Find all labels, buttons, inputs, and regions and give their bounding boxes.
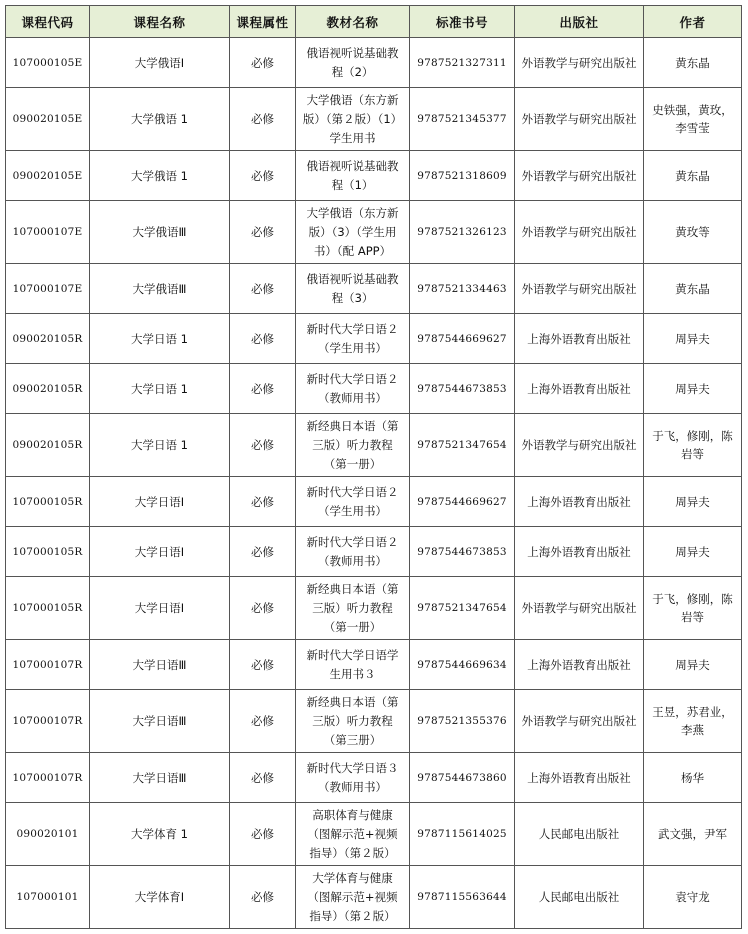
- table-row: [6, 314, 742, 364]
- cell-isbn: 9787521326123: [410, 201, 515, 264]
- cell-isbn: 9787521334463: [410, 264, 515, 314]
- cell-course-attribute: 必修: [230, 264, 296, 314]
- table-body: [6, 38, 742, 929]
- cell-course-code: 090020101: [6, 803, 90, 866]
- cell-course-name: 大学俄语 1: [90, 88, 230, 151]
- cell-isbn: 9787521347654: [410, 414, 515, 477]
- cell-textbook-name: 大学俄语（东方新版）（3）（学生用书）（配 APP）: [296, 201, 410, 264]
- cell-publisher: 外语教学与研究出版社: [515, 690, 644, 753]
- table-row: [6, 690, 742, 753]
- cell-course-attribute: 必修: [230, 88, 296, 151]
- table-row: [6, 414, 742, 477]
- cell-course-name: 大学日语Ⅰ: [90, 527, 230, 577]
- header-row: [6, 6, 742, 38]
- cell-publisher: 上海外语教育出版社: [515, 640, 644, 690]
- cell-isbn: 9787115614025: [410, 803, 515, 866]
- cell-course-name: 大学日语 1: [90, 314, 230, 364]
- cell-course-attribute: 必修: [230, 640, 296, 690]
- table-row: [6, 38, 742, 88]
- cell-author: 史铁强，黄玫，李雪莹: [644, 88, 742, 151]
- cell-textbook-name: 新时代大学日语２（学生用书）: [296, 314, 410, 364]
- cell-course-code: 107000105E: [6, 38, 90, 88]
- cell-author: 黄东晶: [644, 151, 742, 201]
- cell-course-attribute: 必修: [230, 38, 296, 88]
- cell-course-code: 107000105R: [6, 577, 90, 640]
- cell-course-name: 大学俄语Ⅰ: [90, 38, 230, 88]
- header-course-name: 课程名称: [90, 6, 230, 38]
- cell-course-code: 107000107E: [6, 201, 90, 264]
- cell-publisher: 外语教学与研究出版社: [515, 577, 644, 640]
- cell-course-code: 090020105R: [6, 364, 90, 414]
- table-row: [6, 364, 742, 414]
- header-isbn: 标准书号: [410, 6, 515, 38]
- cell-isbn: 9787115563644: [410, 866, 515, 929]
- cell-author: 周异夫: [644, 527, 742, 577]
- cell-publisher: 外语教学与研究出版社: [515, 151, 644, 201]
- cell-isbn: 9787521355376: [410, 690, 515, 753]
- header-textbook-name: 教材名称: [296, 6, 410, 38]
- cell-textbook-name: 新时代大学日语学生用书３: [296, 640, 410, 690]
- textbook-table: [5, 5, 742, 929]
- cell-isbn: 9787521345377: [410, 88, 515, 151]
- cell-course-name: 大学日语Ⅲ: [90, 690, 230, 753]
- table-row: [6, 753, 742, 803]
- table-row: [6, 577, 742, 640]
- cell-course-attribute: 必修: [230, 753, 296, 803]
- cell-course-attribute: 必修: [230, 866, 296, 929]
- table-row: [6, 201, 742, 264]
- cell-author: 周异夫: [644, 314, 742, 364]
- cell-course-name: 大学俄语 1: [90, 151, 230, 201]
- cell-course-name: 大学日语 1: [90, 414, 230, 477]
- cell-course-attribute: 必修: [230, 690, 296, 753]
- cell-course-attribute: 必修: [230, 201, 296, 264]
- table-row: [6, 264, 742, 314]
- cell-textbook-name: 俄语视听说基础教程（1）: [296, 151, 410, 201]
- cell-course-attribute: 必修: [230, 577, 296, 640]
- cell-isbn: 9787544673853: [410, 527, 515, 577]
- cell-publisher: 外语教学与研究出版社: [515, 264, 644, 314]
- cell-textbook-name: 大学体育与健康（图解示范+视频指导）（第２版）: [296, 866, 410, 929]
- cell-author: 黄东晶: [644, 264, 742, 314]
- cell-isbn: 9787544669627: [410, 314, 515, 364]
- cell-isbn: 9787521318609: [410, 151, 515, 201]
- cell-course-code: 090020105R: [6, 314, 90, 364]
- cell-course-code: 107000107R: [6, 640, 90, 690]
- cell-textbook-name: 俄语视听说基础教程（2）: [296, 38, 410, 88]
- cell-course-name: 大学日语Ⅲ: [90, 640, 230, 690]
- table-row: [6, 151, 742, 201]
- cell-author: 周异夫: [644, 477, 742, 527]
- cell-course-code: 107000105R: [6, 527, 90, 577]
- cell-textbook-name: 新经典日本语（第三版）听力教程（第三册）: [296, 690, 410, 753]
- cell-publisher: 外语教学与研究出版社: [515, 414, 644, 477]
- cell-publisher: 人民邮电出版社: [515, 803, 644, 866]
- cell-course-name: 大学体育 1: [90, 803, 230, 866]
- cell-course-attribute: 必修: [230, 314, 296, 364]
- cell-course-code: 107000105R: [6, 477, 90, 527]
- cell-author: 袁守龙: [644, 866, 742, 929]
- cell-course-attribute: 必修: [230, 151, 296, 201]
- header-publisher: 出版社: [515, 6, 644, 38]
- cell-publisher: 上海外语教育出版社: [515, 527, 644, 577]
- header-author: 作者: [644, 6, 742, 38]
- cell-course-code: 090020105R: [6, 414, 90, 477]
- cell-course-name: 大学日语Ⅰ: [90, 577, 230, 640]
- cell-publisher: 上海外语教育出版社: [515, 753, 644, 803]
- cell-author: 周异夫: [644, 364, 742, 414]
- cell-isbn: 9787521327311: [410, 38, 515, 88]
- table-row: [6, 88, 742, 151]
- cell-course-name: 大学日语Ⅰ: [90, 477, 230, 527]
- cell-textbook-name: 新时代大学日语２（学生用书）: [296, 477, 410, 527]
- cell-author: 王昱，苏君业，李燕: [644, 690, 742, 753]
- table-row: [6, 477, 742, 527]
- cell-course-name: 大学俄语Ⅲ: [90, 201, 230, 264]
- cell-course-code: 107000107E: [6, 264, 90, 314]
- cell-publisher: 上海外语教育出版社: [515, 314, 644, 364]
- cell-isbn: 9787544669634: [410, 640, 515, 690]
- table-row: [6, 527, 742, 577]
- header-course-code: 课程代码: [6, 6, 90, 38]
- cell-author: 黄玫等: [644, 201, 742, 264]
- cell-course-name: 大学日语 1: [90, 364, 230, 414]
- cell-author: 周异夫: [644, 640, 742, 690]
- cell-course-code: 090020105E: [6, 151, 90, 201]
- cell-isbn: 9787521347654: [410, 577, 515, 640]
- cell-course-attribute: 必修: [230, 527, 296, 577]
- cell-publisher: 外语教学与研究出版社: [515, 201, 644, 264]
- cell-course-name: 大学俄语Ⅲ: [90, 264, 230, 314]
- header-course-attribute: 课程属性: [230, 6, 296, 38]
- cell-course-attribute: 必修: [230, 414, 296, 477]
- cell-author: 于飞，修刚，陈岩等: [644, 414, 742, 477]
- cell-isbn: 9787544673853: [410, 364, 515, 414]
- cell-author: 武文强，尹军: [644, 803, 742, 866]
- cell-textbook-name: 新时代大学日语３（教师用书）: [296, 753, 410, 803]
- cell-textbook-name: 新经典日本语（第三版）听力教程（第一册）: [296, 414, 410, 477]
- cell-course-attribute: 必修: [230, 803, 296, 866]
- cell-course-name: 大学日语Ⅲ: [90, 753, 230, 803]
- cell-course-attribute: 必修: [230, 364, 296, 414]
- cell-course-code: 107000101: [6, 866, 90, 929]
- table-row: [6, 866, 742, 929]
- cell-textbook-name: 新经典日本语（第三版）听力教程（第一册）: [296, 577, 410, 640]
- cell-textbook-name: 新时代大学日语２（教师用书）: [296, 527, 410, 577]
- cell-author: 黄东晶: [644, 38, 742, 88]
- cell-textbook-name: 大学俄语（东方新版）（第２版）（1）学生用书: [296, 88, 410, 151]
- cell-author: 于飞，修刚，陈岩等: [644, 577, 742, 640]
- cell-publisher: 上海外语教育出版社: [515, 364, 644, 414]
- cell-publisher: 上海外语教育出版社: [515, 477, 644, 527]
- cell-publisher: 人民邮电出版社: [515, 866, 644, 929]
- table-row: [6, 803, 742, 866]
- cell-publisher: 外语教学与研究出版社: [515, 88, 644, 151]
- cell-publisher: 外语教学与研究出版社: [515, 38, 644, 88]
- cell-isbn: 9787544669627: [410, 477, 515, 527]
- cell-textbook-name: 俄语视听说基础教程（3）: [296, 264, 410, 314]
- textbook-table-container: [5, 5, 742, 929]
- cell-textbook-name: 新时代大学日语２（教师用书）: [296, 364, 410, 414]
- cell-isbn: 9787544673860: [410, 753, 515, 803]
- cell-course-code: 090020105E: [6, 88, 90, 151]
- cell-course-code: 107000107R: [6, 690, 90, 753]
- cell-course-name: 大学体育Ⅰ: [90, 866, 230, 929]
- cell-course-attribute: 必修: [230, 477, 296, 527]
- cell-author: 杨华: [644, 753, 742, 803]
- cell-textbook-name: 高职体育与健康（图解示范+视频指导）（第２版）: [296, 803, 410, 866]
- table-row: [6, 640, 742, 690]
- cell-course-code: 107000107R: [6, 753, 90, 803]
